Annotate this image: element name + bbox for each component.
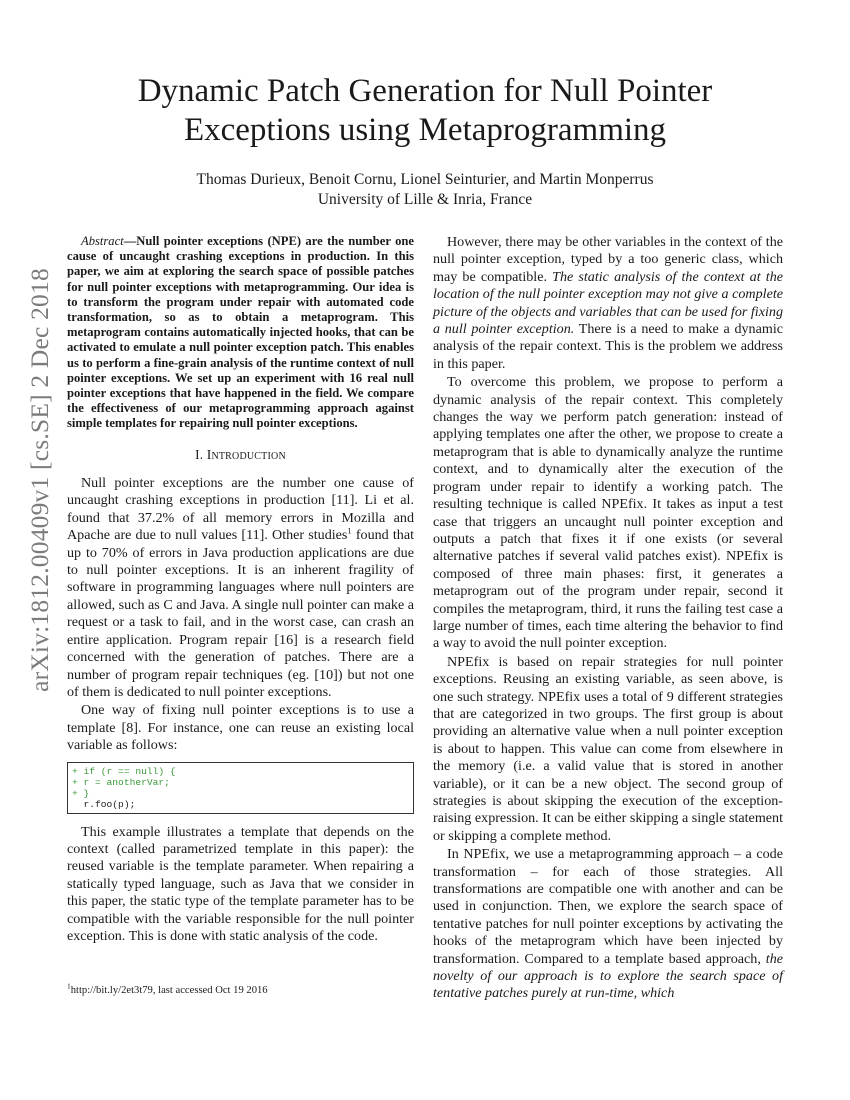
- author-names: Thomas Durieux, Benoit Cornu, Lionel Seinturier, and Martin Monperrus: [196, 171, 654, 188]
- right-paragraph-1: [433, 234, 783, 373]
- intro-paragraph-1-text-b: found that up to 70% of errors in Java production applications are due to null pointer exceptions. It is an inherent fragility of software in programming languages where null pointers are allowed, such as C and Java. A single null pointer can make a request or a task to fail, and in the worst case, can crash an entire application. Program repair [16] is a research field concerned with the generation of patches. There are a number of program repair techniques (eg. [10]) but not one of them is dedicated to null pointer exceptions.: [67, 527, 414, 700]
- right-paragraph-1-emphasis: The static analysis of the context at the location of the null pointer exception may not give a complete picture of the objects and variables that can be used for fixing a null pointer exception.: [433, 268, 784, 338]
- section-title: Introduction: [206, 446, 286, 462]
- section-heading-introduction: [67, 446, 414, 463]
- right-paragraph-1-text-b: There is a need to make a dynamic analysis of the repair context. This is the problem we address in this paper.: [433, 321, 783, 372]
- section-number: I.: [195, 446, 204, 462]
- abstract-dash: —: [123, 234, 137, 248]
- code-listing: [67, 762, 414, 814]
- left-column: [67, 234, 414, 946]
- code-line: r.foo(p);: [72, 798, 136, 810]
- title-line-2: Exceptions using Metaprogramming: [183, 112, 667, 148]
- arxiv-stamp: [20, 268, 60, 692]
- abstract: [67, 234, 414, 432]
- right-paragraph-3: NPEfix is based on repair strategies for null pointer exceptions. Reusing an existing variable, as seen above, is one such strategy. NPEfix uses a total of 9 different strategies that are categorized in two groups. The first group is about providing an alternative value when a null pointer exception is about to happen. This value can come from elsewhere in the memory (i.e. a valid value that is stored in another variable), or it can be a new object. The second group of strategies is about skipping the execution of the exception-raising expression. It can be either skipping a single statement or skipping a complete method.: [433, 653, 783, 844]
- abstract-label: Abstract: [81, 234, 124, 248]
- footnote-ref: 1: [347, 525, 352, 536]
- paper-title: [60, 72, 790, 150]
- intro-paragraph-3: This example illustrates a template that depends on the context (called parametrized template in this paper): the reused variable is the template parameter. When repairing a statically typed language, such as Java that we consider in this paper, the static type of the template parameter has to be compatible with the variable responsible for the null pointer exception. This is done with static analysis of the code.: [67, 823, 414, 944]
- right-paragraph-4-text: In NPEfix, we use a metaprogramming approach – a code transformation – for each of those strategies. All transformations are compatible one with another and can be used in conjunction. Then, we explore the search space of tentative patches for null pointer exceptions by activating the hooks of the metaprogram which have been injected by transformation. Compared to a template based approach,: [433, 846, 783, 967]
- code-line: + }: [72, 787, 90, 799]
- title-line-1: Dynamic Patch Generation for Null Pointer: [137, 73, 713, 109]
- code-line: + if (r == null) {: [72, 765, 176, 777]
- intro-paragraph-2: One way of fixing null pointer exceptions is to use a template [8]. For instance, one can reuse an existing local variable as follows:: [67, 702, 414, 754]
- footnote-mark: 1: [67, 981, 71, 991]
- author-block: [60, 170, 790, 210]
- abstract-text: Null pointer exceptions (NPE) are the number one cause of uncaught crashing exceptions in production. In this paper, we aim at exploring the search space of possible patches for null pointer exceptions with metaprogramming. Our idea is to transform the program under repair with automated code transformation, so as to obtain a metaprogram. This metaprogram contains automatically injected hooks, that can be activated to emulate a null pointer exception patch. This enables us to perform a fine-grain analysis of the runtime context of null pointer exceptions. We set up an experiment with 16 real null pointer exceptions that have happened in the field. We compare the effectiveness of our metaprogramming approach against simple templates for repairing null pointer exceptions.: [67, 234, 414, 431]
- right-paragraph-4-emphasis: the novelty of our approach is to explore the search space of tentative patches purely at run-time, which: [433, 950, 783, 1002]
- right-paragraph-4: [433, 846, 783, 1003]
- affiliation: University of Lille & Inria, France: [317, 191, 533, 208]
- right-paragraph-2: To overcome this problem, we propose to perform a dynamic analysis of the repair context. This completely changes the way we perform patch generation: instead of applying templates one after the other, we propose to create a metaprogram that is able to dynamically analyze the runtime context, and to dynamically alter the execution of the program under repair to identify a working patch. The resulting technique is called NPEfix. It takes as input a test case that triggers an uncaught null pointer exception and outputs a patch that fixes it if one exists (or several alternative patches if several valid patches exist). NPEfix is composed of three main phases: first, it generates a metaprogram out of the program under repair, second it compiles the metaprogram, third, it runs the failing test case a large number of times, each time altering the behavior to find a way to avoid the null pointer exception.: [433, 374, 783, 652]
- footnote: [67, 981, 414, 997]
- footnote-text: http://bit.ly/2et3t79, last accessed Oct 19 2016: [70, 985, 268, 996]
- right-paragraph-1-text-a: However, there may be other variables in the context of the null pointer exception, typed by a too generic class, which may be compatible.: [433, 234, 783, 285]
- intro-paragraph-1-text-a: Null pointer exceptions are the number one cause of uncaught crashing exceptions in production [11]. Li et al. found that 37.2% of all memory errors in Mozilla and Apache are due to null values [11]. Other studies: [67, 475, 414, 544]
- arxiv-stamp-text: arXiv:1812.00409v1 [cs.SE] 2 Dec 2018: [25, 268, 54, 692]
- intro-paragraph-1: [67, 475, 414, 701]
- right-column: [433, 234, 783, 1004]
- code-line: + r = anotherVar;: [72, 776, 170, 788]
